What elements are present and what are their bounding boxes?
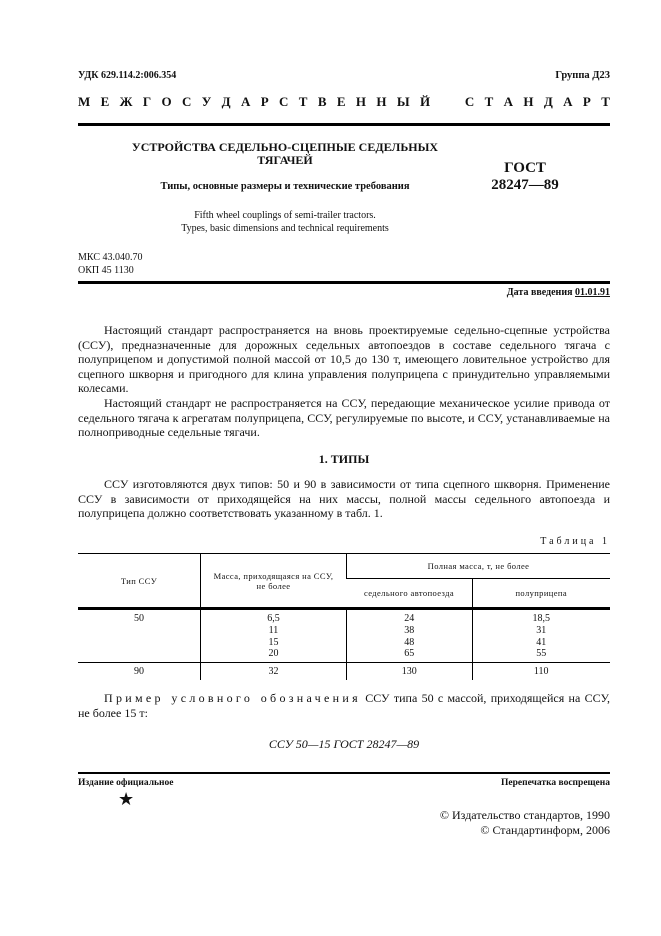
banner-letter bbox=[440, 94, 454, 110]
official-edition: Издание официальное bbox=[78, 778, 174, 788]
table-row bbox=[78, 609, 610, 663]
col-header-full-mass: Полная масса, т, не более bbox=[347, 554, 611, 579]
banner-letter: С bbox=[279, 94, 289, 109]
example-designation: ССУ 50—15 ГОСТ 28247—89 bbox=[268, 737, 420, 751]
banner-letter: О bbox=[161, 94, 172, 109]
copyright-2006: © Стандартинформ, 2006 bbox=[480, 823, 610, 837]
section-heading: 1. ТИПЫ bbox=[318, 452, 370, 466]
banner-letter: С bbox=[464, 94, 475, 109]
table-cell-list bbox=[201, 663, 347, 680]
banner-letter: В bbox=[317, 94, 327, 109]
table-cell: 130 bbox=[401, 666, 417, 678]
title-line-1: УСТРОЙСТВА СЕДЕЛЬНО-СЦЕПНЫЕ СЕДЕЛЬНЫХ bbox=[131, 140, 439, 154]
section-text bbox=[78, 477, 610, 521]
banner-letter: Р bbox=[260, 94, 269, 109]
date-value: 01.01.91 bbox=[575, 287, 610, 298]
table-cell-list bbox=[201, 609, 347, 663]
banner-letter: М bbox=[78, 94, 91, 109]
banner-letter: А bbox=[240, 94, 251, 109]
table-cell: 31 bbox=[536, 624, 547, 636]
table-cell-list bbox=[472, 663, 610, 680]
banner-letter: Н bbox=[376, 94, 387, 109]
interstate-standard-banner bbox=[78, 94, 610, 110]
table-cell: 110 bbox=[533, 666, 549, 678]
gost-label: ГОСТ bbox=[504, 160, 546, 176]
intro-text bbox=[78, 323, 610, 440]
table-row bbox=[78, 663, 610, 680]
banner-letter: Й bbox=[419, 94, 431, 109]
banner-letter: С bbox=[182, 94, 192, 109]
okp-code: ОКП 45 1130 bbox=[78, 265, 134, 276]
paragraph: ССУ изготовляются двух типов: 50 и 90 в зависимости от типа сцепного шкворня. Применение ССУ в зависимости от приходящейся на них массы, полной массы седельного автопоезда и полуприцепа должно соответствовать указанному в табл. 1. bbox=[78, 477, 610, 521]
group-code: Группа Д23 bbox=[555, 70, 610, 81]
banner-letter: У bbox=[201, 94, 212, 109]
table-cell: 20 bbox=[268, 648, 279, 660]
gost-value: 28247—89 bbox=[491, 177, 559, 193]
table-cell-list bbox=[472, 609, 610, 663]
banner-letter: Ы bbox=[396, 94, 410, 109]
mks-code: МКС 43.040.70 bbox=[78, 252, 143, 263]
table-cell-list bbox=[347, 609, 473, 663]
introduction-date bbox=[507, 287, 610, 298]
footer-rule bbox=[78, 772, 610, 774]
gost-number bbox=[490, 160, 560, 194]
col-header-train: седельного автопоезда bbox=[363, 588, 455, 598]
table-cell: 50 bbox=[134, 613, 144, 624]
col-header-trailer: полуприцепа bbox=[472, 579, 610, 609]
example-lead: Пример условного обозначения bbox=[104, 691, 361, 705]
table-cell: 6,5 bbox=[267, 613, 280, 624]
banner-letter: Н bbox=[355, 94, 367, 109]
english-title-line-2: Types, basic dimensions and technical requirements bbox=[181, 223, 389, 234]
top-rule bbox=[78, 123, 610, 126]
document-title bbox=[110, 141, 460, 167]
udk-code: УДК 629.114.2:006.354 bbox=[78, 70, 177, 81]
english-title bbox=[110, 209, 460, 235]
banner-letter: Д bbox=[543, 94, 553, 109]
paragraph: Настоящий стандарт не распространяется на ССУ, передающие механическое усилие привода от седельного тягача к агрегатам полуприцепа, ССУ, регулируемые по высоте, и ССУ, устанавливаемые на полноприводные седельные тягачи. bbox=[78, 395, 610, 440]
banner-letter: Д bbox=[221, 94, 231, 109]
copyright-1990: © Издательство стандартов, 1990 bbox=[439, 808, 610, 822]
table-cell: 11 bbox=[268, 624, 279, 636]
date-label: Дата введения bbox=[506, 287, 573, 298]
table-cell: 24 bbox=[404, 613, 415, 624]
table-cell-list bbox=[347, 663, 473, 680]
middle-rule bbox=[78, 281, 610, 284]
banner-letter: Г bbox=[142, 94, 152, 109]
banner-letter: А bbox=[503, 94, 513, 109]
table-cell: 90 bbox=[134, 666, 144, 678]
table-cell: 48 bbox=[404, 636, 415, 648]
banner-letter: Т bbox=[484, 94, 494, 109]
table-cell: 15 bbox=[268, 636, 279, 648]
table-cell: 18,5 bbox=[532, 613, 550, 624]
banner-letter: Ж bbox=[119, 94, 133, 109]
table-cell: 65 bbox=[404, 648, 415, 660]
banner-letter: Т bbox=[298, 94, 308, 109]
table-cell: 41 bbox=[536, 636, 547, 648]
banner-letter: Е bbox=[100, 94, 110, 109]
table-caption: Таблица 1 bbox=[540, 536, 610, 547]
title-line-2: ТЯГАЧЕЙ bbox=[257, 153, 313, 167]
example-body: ССУ типа 50 с массой, приходящейся на ССУ, не более 15 т: bbox=[78, 691, 610, 720]
english-title-line-1: Fifth wheel couplings of semi-trailer tractors. bbox=[194, 210, 376, 221]
table-cell: 32 bbox=[268, 666, 279, 678]
classification-codes bbox=[78, 251, 142, 277]
example-text bbox=[78, 691, 610, 720]
banner-letter: Н bbox=[523, 94, 534, 109]
col-header-type: Тип ССУ bbox=[120, 575, 158, 586]
table-cell: 55 bbox=[536, 648, 547, 660]
document-subtitle: Типы, основные размеры и технические требования bbox=[160, 181, 410, 192]
star-icon: ★ bbox=[118, 789, 135, 809]
table-cell: 38 bbox=[404, 624, 415, 636]
reprint-prohibited: Перепечатка воспрещена bbox=[500, 778, 610, 788]
col-header-mass: Масса, приходящаяся на ССУ, не более bbox=[201, 554, 347, 609]
banner-letter: А bbox=[563, 94, 573, 109]
banner-letter: Р bbox=[582, 94, 591, 109]
banner-letter: Е bbox=[336, 94, 346, 109]
banner-letter: Т bbox=[601, 94, 610, 109]
paragraph: Настоящий стандарт распространяется на вновь проектируемые седельно-сцепные устройства (ССУ), предназначенные для дорожных седельных автопоездов в составе седельного тягача с полуприцепом и допустимой полной массой от 10,5 до 130 т, имеющего ловительное устройство для сцепного шкворня и пригодного для клина управления полуприцепа с принудительно управляемыми колесами. bbox=[78, 323, 610, 396]
data-table bbox=[78, 553, 610, 680]
